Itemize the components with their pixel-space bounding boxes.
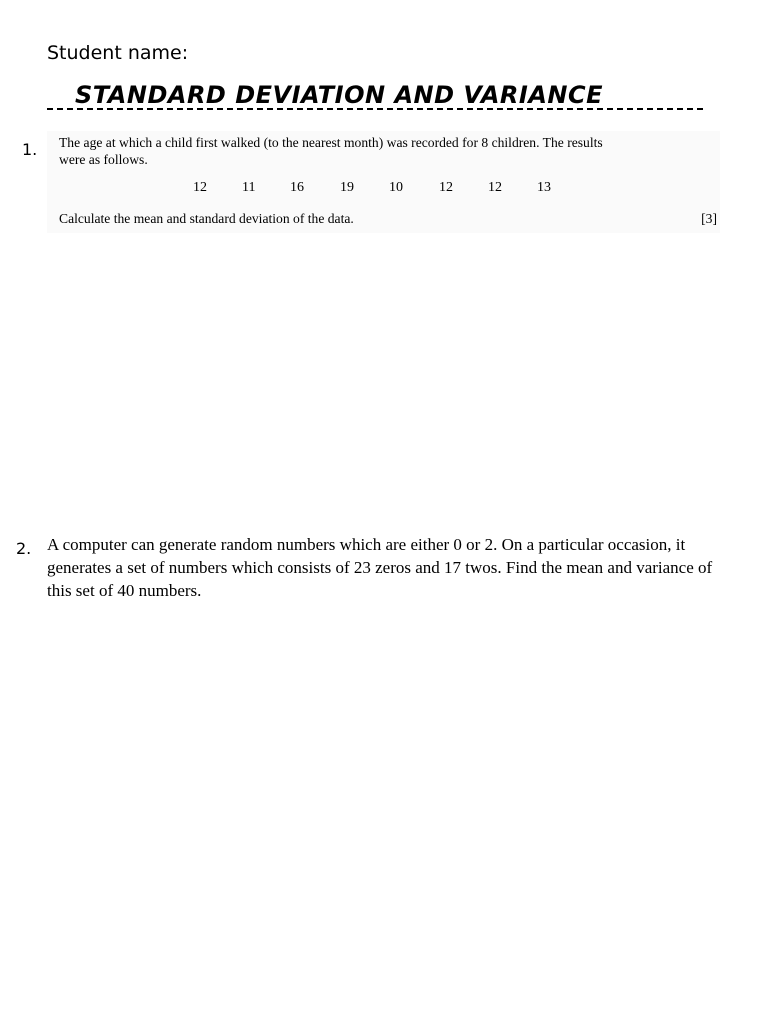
question-1-instruction: Calculate the mean and standard deviation of the data. [59, 211, 354, 226]
title-underline [47, 108, 703, 110]
data-value: 11 [242, 180, 256, 195]
data-value: 12 [488, 180, 502, 195]
data-value: 13 [537, 180, 551, 195]
question-1-marks: [3] [701, 211, 717, 226]
question-1-data-values [47, 180, 720, 200]
question-1-text-line-1: The age at which a child first walked (to the nearest month) was recorded for 8 children. The results [59, 135, 603, 150]
data-value: 16 [290, 180, 304, 195]
question-1-number: 1. [22, 140, 38, 159]
data-value: 19 [340, 180, 354, 195]
question-2-text: A computer can generate random numbers which are either 0 or 2. On a particular occasion, it generates a set of numbers which consists of 23 zeros and 17 twos. Find the mean and variance of this set of 40 numbers. [47, 535, 713, 600]
worksheet-title: STANDARD DEVIATION AND VARIANCE [75, 81, 603, 109]
data-value: 12 [439, 180, 453, 195]
question-1-text-line-2: were as follows. [59, 152, 148, 167]
question-2-number: 2. [16, 539, 32, 558]
data-value: 12 [193, 180, 207, 195]
data-value: 10 [389, 180, 403, 195]
question-1-box [47, 131, 720, 233]
student-name-label: Student name: [47, 42, 189, 64]
